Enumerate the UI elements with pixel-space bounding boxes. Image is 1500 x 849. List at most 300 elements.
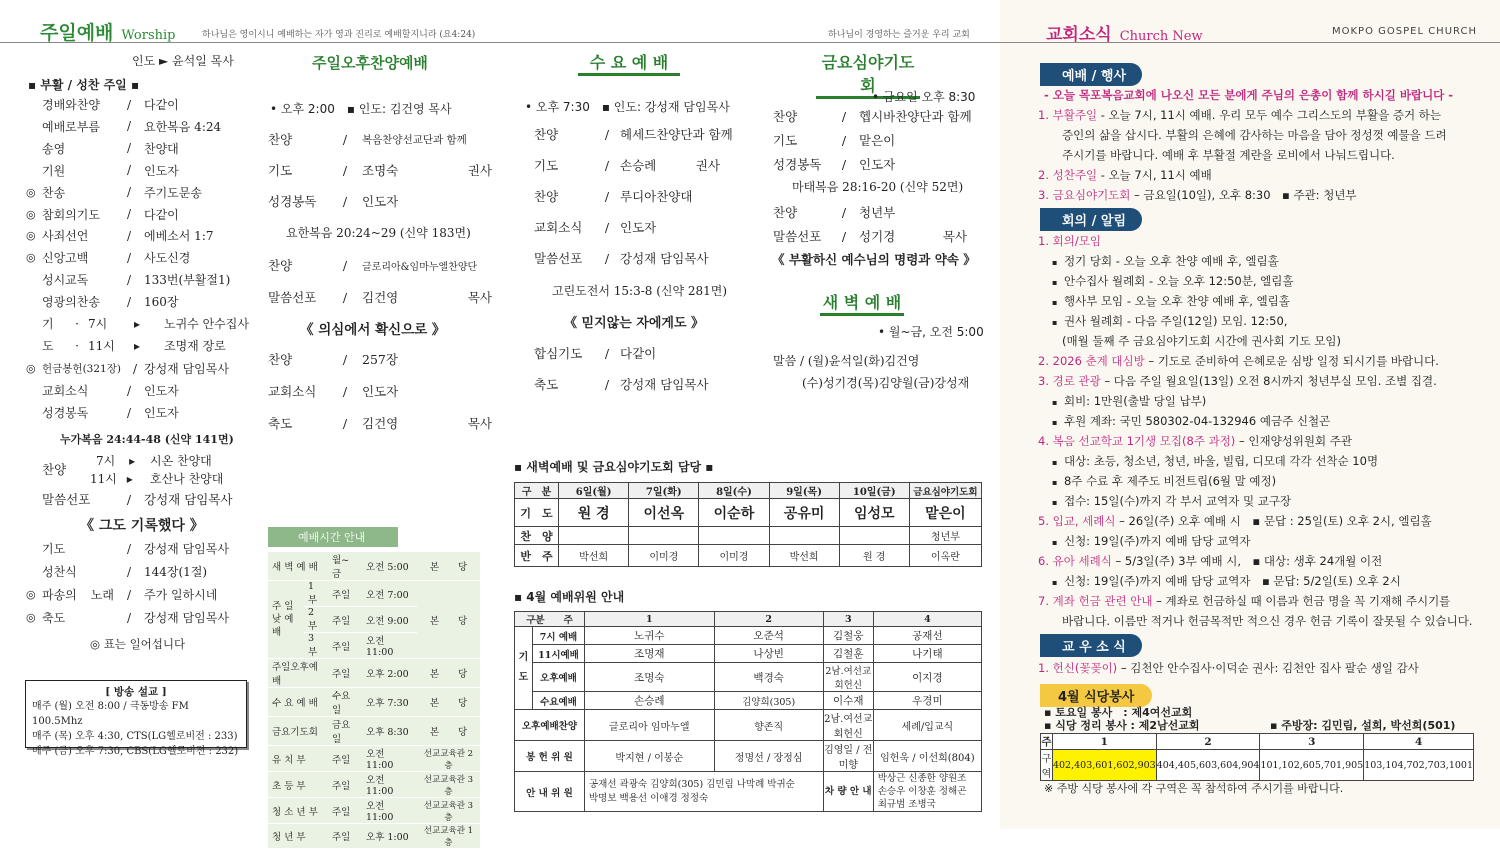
fri-reading: 마태복음 28:16-20 (신약 52면) <box>792 180 964 194</box>
notice-pill: 회의 / 알림 <box>1040 208 1142 231</box>
fri-sermon-title: 《 부활하신 예수님의 명령과 약속 》 <box>772 252 976 267</box>
schedule-part: 3 부 <box>304 633 328 659</box>
order-row <box>26 586 217 603</box>
order-value: 복음찬양선교단과 함께 <box>362 133 467 146</box>
news-text: 안수집사 월례회 - 오늘 오후 12:50분, 엘림홀 <box>1063 274 1294 288</box>
committee-cell: 공재선 <box>873 627 981 645</box>
order-value: 김건영 목사 <box>362 416 492 431</box>
news-item <box>1062 333 1341 349</box>
committee-cell: 노귀수 <box>585 627 715 645</box>
committee-row <box>515 692 982 710</box>
committee-title: ▪ 4월 예배위원 안내 <box>514 590 625 604</box>
news-heading: 경로 관광 <box>1052 374 1101 388</box>
committee-cell: 우경미 <box>873 692 981 710</box>
order-sep: / <box>342 383 348 399</box>
schedule-time: 오전 11:00 <box>362 746 417 772</box>
order-label: 예배로부름 <box>42 119 100 134</box>
news-text: 증인의 삶을 삽시다. 부활의 은혜에 감사하는 마음을 담아 정성껏 예물을 드려 <box>1062 128 1447 142</box>
schedule-part: 1 부 <box>304 581 328 607</box>
schedule-name: 청 소 년 부 <box>268 798 328 824</box>
news-num: ▪ <box>1052 298 1060 307</box>
order-sep: / <box>841 204 847 220</box>
order-sep: / <box>126 163 132 178</box>
order-label: 경배와찬양 <box>42 98 100 112</box>
duty-cell: 임성모 <box>839 499 909 527</box>
prayer-time: 7시 <box>88 317 108 331</box>
order-label: 영광의찬송 <box>42 295 100 310</box>
choir-11-name: 호산나 찬양대 <box>150 472 224 486</box>
dawn-line2: (수)성기경(목)김양월(금)강성재 <box>802 376 970 390</box>
committee-cell: 나기태 <box>873 645 981 663</box>
duty-title: ▪ 새벽예배 및 금요심야기도회 담당 ▪ <box>514 460 714 474</box>
sermon-row: 말씀선포 / 강성재 담임목사 <box>42 491 233 507</box>
news-text: – 금요일(10일), 오후 8:30 ▪ 주관: 청년부 <box>1130 188 1357 202</box>
order-label: 교회소식 <box>534 220 583 235</box>
duty-cell <box>629 527 699 545</box>
schedule-time: 오전 11:00 <box>362 798 417 824</box>
prayer-char: 기 <box>42 317 54 331</box>
panel-sunday-worship <box>0 0 500 848</box>
committee-cell: 임헌욱 / 이선희(804) <box>873 741 981 772</box>
order-sep: / <box>342 289 348 305</box>
order-value: 강성재 담임목사 <box>620 251 709 266</box>
order-sep: / <box>841 132 847 148</box>
order-value: 김건영 목사 <box>362 290 492 305</box>
news-num: ▪ <box>1052 478 1060 487</box>
news-num: ▪ <box>1052 538 1060 547</box>
order-value: 글로리아&임마누엘찬양단 <box>362 261 478 273</box>
schedule-name: 유 치 부 <box>268 746 328 772</box>
duty-head-cell: 구 분 <box>515 483 559 499</box>
order-row <box>26 162 179 179</box>
order-value: 루디아찬양대 <box>620 189 693 204</box>
afternoon-sermon-title: 《 의심에서 확신으로 》 <box>300 322 446 338</box>
news-item <box>1052 473 1276 489</box>
dawn-title: 새 벽 예 배 <box>820 290 904 316</box>
order-sep: / <box>604 250 610 266</box>
kitchen-head-cell: 1 <box>1052 734 1156 750</box>
news-item <box>1038 107 1441 123</box>
order-value: 주기도문송 <box>144 185 202 200</box>
order-sep: / <box>604 376 610 392</box>
order-sep: / <box>126 610 132 625</box>
order-row: 성경봉독 / 인도자 <box>42 405 179 420</box>
order-sep: / <box>126 272 132 287</box>
committee-cell: 손승례 <box>585 692 715 710</box>
news-heading: 성찬주일 <box>1052 168 1098 182</box>
order-sep: / <box>126 119 132 134</box>
news-num: 2. <box>1038 354 1053 368</box>
prayer-row: 도 · 11시 ▸ 조명재 장로 <box>42 338 226 353</box>
worship-title: 주일예배 Worship <box>40 22 176 44</box>
news-num: 7. <box>1038 594 1053 608</box>
schedule-row <box>268 659 480 688</box>
news-num: ▪ <box>1052 318 1060 327</box>
stand-mark: ◎ <box>26 611 36 624</box>
order-row <box>268 414 492 432</box>
news-item <box>1052 493 1291 509</box>
order-label: 기도 <box>268 163 293 178</box>
schedule-table <box>268 552 480 849</box>
news-heading: 복음 선교학교 1기생 모집(8주 과정) <box>1052 434 1236 448</box>
order-label: 사죄선언 <box>42 229 89 244</box>
schedule-name: 청 년 부 <box>268 824 328 849</box>
news-text: 후원 계좌: 국민 580302-04-132946 예금주 신철곤 <box>1063 414 1331 428</box>
fri-time: • 금요일 오후 8:30 <box>872 90 976 104</box>
order-row <box>26 609 229 626</box>
committee-side: 기 도 <box>515 627 533 710</box>
choir-label: 찬양 <box>42 462 67 477</box>
schedule-part: 2 부 <box>304 607 328 633</box>
order-sep: / <box>126 97 132 112</box>
duty-row <box>515 527 982 545</box>
schedule-title: 예배시간 안내 <box>268 527 398 547</box>
order-sep: / <box>342 162 348 178</box>
schedule-time: 오후 1:00 <box>362 824 417 849</box>
committee-cell: 차 량 안 내 <box>823 772 873 812</box>
committee-row <box>515 663 982 692</box>
header-divider <box>0 42 500 43</box>
news-item <box>1052 393 1206 409</box>
order-sep: / <box>126 541 132 556</box>
prayer-person: 노귀수 안수집사 <box>164 317 249 331</box>
order-value: 청년부 <box>859 205 896 220</box>
news-item <box>1038 593 1450 609</box>
stand-mark: ◎ <box>26 251 36 265</box>
order-value: 요한복음 4:24 <box>144 119 222 134</box>
news-num: 5. <box>1038 514 1053 528</box>
news-item <box>1052 313 1287 329</box>
news-item <box>1052 273 1293 289</box>
kitchen-row <box>1041 750 1474 781</box>
news-num: 1. <box>1038 108 1053 122</box>
news-item <box>1038 167 1212 183</box>
news-num: ▪ <box>1052 418 1060 427</box>
order-row <box>26 249 190 266</box>
dawn-time: • 월~금, 오전 5:00 <box>878 325 984 339</box>
order-value: 찬양대 <box>144 141 179 156</box>
news-text: 신청: 19일(주)까지 예배 담당 교역자 <box>1063 534 1251 548</box>
news-heading: 유아 세례식 <box>1052 554 1112 568</box>
news-heading: 회의/모임 <box>1052 234 1101 248</box>
order-label: 말씀선포 <box>268 290 317 305</box>
news-text: 회비: 1만원(출발 당일 납부) <box>1063 394 1207 408</box>
order-value: 강성재 담임목사 <box>144 362 229 376</box>
schedule-day: 주일 <box>328 607 362 633</box>
committee-cell: 김양희(305) <box>714 692 823 710</box>
schedule-row <box>268 772 480 798</box>
stand-mark: ◎ <box>26 185 36 199</box>
news-item <box>1062 613 1472 629</box>
prayer-char: 도 <box>42 339 54 353</box>
duty-cell <box>769 527 839 545</box>
order-value: 헤세드찬양단과 함께 <box>620 127 733 142</box>
schedule-row <box>268 581 480 607</box>
order-value: 다같이 <box>144 207 179 222</box>
committee-cell: 봉 헌 위 원 <box>515 741 585 772</box>
committee-cell: 이지경 <box>873 663 981 692</box>
news-item <box>1062 127 1447 143</box>
broadcast-box <box>25 680 247 757</box>
dawn-line1: 말씀 / (월)윤석일(화)김건영 <box>773 354 920 368</box>
order-sep: / <box>342 257 348 273</box>
schedule-day: 주일 <box>328 772 362 798</box>
news-num: ▪ <box>1052 578 1060 587</box>
kitchen-cell: 구역 <box>1041 750 1053 781</box>
news-text: – 다음 주일 월요일(13일) 오전 8시까지 청년부실 모임. 조별 집결. <box>1100 374 1437 388</box>
kitchen-head-cell: 4 <box>1364 734 1474 750</box>
committee-cell: 11시예배 <box>533 645 585 663</box>
order-label: 성시교독 <box>42 273 89 288</box>
order-value: 성기경 목사 <box>859 229 967 244</box>
committee-cell: 정명선 / 장정심 <box>714 741 823 772</box>
order-row <box>773 131 967 149</box>
news-num: ▪ <box>1052 278 1060 287</box>
duty-cell: 이순하 <box>699 499 769 527</box>
order-label: 교회소식 <box>268 384 317 399</box>
news-text: – 기도로 준비하여 은혜로운 심방 일정 되시기를 바랍니다. <box>1144 354 1439 368</box>
order-row <box>268 192 492 210</box>
order-value: 인도자 <box>144 406 179 420</box>
order-sep: / <box>126 587 132 602</box>
order-sep: / <box>342 351 348 367</box>
committee-cell: 2남.여선교회헌신 <box>823 663 873 692</box>
order-sep: / <box>604 126 610 142</box>
order-row <box>26 140 179 157</box>
sermon-title: 《 그도 기록했다 》 <box>80 518 204 534</box>
news-num: 2. <box>1038 168 1053 182</box>
panel2-verse: 하나님이 경영하는 즐거운 우리 교회 <box>828 30 970 40</box>
schedule-day: 수요일 <box>328 688 362 717</box>
order-label: 성경봉독 <box>268 194 317 209</box>
schedule-time: 오전 11:00 <box>362 772 417 798</box>
duty-cell: 원 경 <box>559 499 629 527</box>
schedule-place: 본 당 <box>417 581 480 659</box>
header-verse: 하나님은 영이시니 예배하는 자가 영과 진리로 예배할지니라 (요4:24) <box>202 30 476 40</box>
order-label: 기도 <box>534 158 559 173</box>
order-row <box>26 118 221 135</box>
kitchen-head <box>1041 734 1474 750</box>
schedule-name: 금요기도회 <box>268 717 328 746</box>
committee-head-cell: 구분 주 <box>515 612 585 627</box>
panel-weekday-worship <box>500 0 1000 829</box>
committee-cell: 조명재 <box>585 645 715 663</box>
committee-cell: 수요예배 <box>533 692 585 710</box>
news-item <box>1052 453 1378 469</box>
order-label: 찬양 <box>534 189 559 204</box>
order-row <box>534 187 720 205</box>
news-item <box>1038 373 1437 389</box>
duty-cell: 이선옥 <box>629 499 699 527</box>
order-label: 헌금봉헌(321장) <box>42 363 121 375</box>
order-row <box>26 184 202 201</box>
order-value: 다같이 <box>144 98 179 112</box>
order-row: ◎ 헌금봉헌(321장) / 강성재 담임목사 <box>26 361 229 376</box>
order-value: 사도신경 <box>144 251 191 266</box>
kitchen-sat: ▪ 토요일 봉사 : 제4여선교회 <box>1044 706 1193 719</box>
schedule-day: 주일 <box>328 581 362 607</box>
broadcast-title: [ 방송 설교 ] <box>105 686 167 698</box>
order-sep: / <box>841 228 847 244</box>
kitchen-cell: 103,104,702,703,1001 <box>1364 750 1474 781</box>
header-divider <box>500 42 1000 43</box>
news-num: ▪ <box>1052 498 1060 507</box>
committee-cell: 박지현 / 이봉순 <box>585 741 715 772</box>
schedule-time: 오전 5:00 <box>362 552 417 581</box>
news-title: 교회소식 Church New <box>1046 25 1203 45</box>
events-pill: 예배 / 행사 <box>1040 63 1142 86</box>
news-text: 접수: 15일(수)까지 각 부서 교역자 및 교구장 <box>1063 494 1292 508</box>
order-label: 찬양 <box>773 109 798 124</box>
order-sep: / <box>604 219 610 235</box>
committee-cell: 공재선 곽광숙 김양희(305) 김민림 나막례 박귀순 박명보 백용선 이애경 정정숙 <box>585 772 824 812</box>
schedule-name: 새 벽 예 배 <box>268 552 328 581</box>
committee-cell: 이수재 <box>823 692 873 710</box>
committee-cell: 2남.여선교회헌신 <box>823 710 873 741</box>
news-text: – 계좌로 헌금하실 때 이름과 헌금 명을 꼭 기재해 주시기를 <box>1152 594 1451 608</box>
order-row <box>534 156 720 174</box>
committee-cell: 글로리아 임마누엘 <box>585 710 715 741</box>
order-value: 맡은이 <box>859 133 896 148</box>
order-label: 말씀선포 <box>534 251 583 266</box>
order-row <box>268 382 492 400</box>
schedule-row <box>268 552 480 581</box>
order-value: 조명숙 권사 <box>362 163 492 178</box>
schedule-day: 주일 <box>328 659 362 688</box>
order-sep: / <box>841 108 847 124</box>
leader-line: 인도 ► 윤석일 목사 <box>132 54 234 68</box>
choir-11: 11시 ▸ <box>90 472 133 486</box>
duty-head-cell: 7일(화) <box>629 483 699 499</box>
schedule-day: 주일 <box>328 798 362 824</box>
news-text: 행사부 모임 - 오늘 오후 찬양 예배 후, 엘림홀 <box>1063 294 1290 308</box>
news-item <box>1038 433 1352 449</box>
duty-cell <box>699 527 769 545</box>
committee-cell: 세례/입교식 <box>873 710 981 741</box>
order-value: 주가 일하시네 <box>144 588 218 602</box>
news-heading: 계좌 헌금 관련 안내 <box>1052 594 1153 608</box>
order-label: 찬양 <box>268 352 293 367</box>
order-row <box>773 107 972 125</box>
order-row <box>26 271 230 288</box>
order-sep: / <box>342 131 348 147</box>
order-row <box>534 375 709 393</box>
duty-head-cell: 8일(수) <box>699 483 769 499</box>
news-text: - 오늘 7시, 11시 예배. 우리 모두 예수 그리스도의 부활을 증거 하는 <box>1097 108 1441 122</box>
schedule-name: 주 일 낮 예 배 <box>268 581 304 659</box>
committee-guide-row <box>515 772 982 812</box>
duty-head <box>515 483 982 499</box>
order-row <box>534 218 720 236</box>
schedule-time: 오전 7:00 <box>362 581 417 607</box>
order-label: 찬송 <box>42 185 66 200</box>
committee-cell: 나상빈 <box>714 645 823 663</box>
duty-row <box>515 545 982 567</box>
order-value: 257장 <box>362 352 398 367</box>
stand-mark: ◎ <box>26 207 36 221</box>
section-title: ▪ 부활 / 성찬 주일 ▪ <box>28 78 140 92</box>
kitchen-chef: ▪ 주방장: 김민림, 설희, 박선희(501) <box>1270 719 1456 732</box>
wed-title: 수 요 예 배 <box>578 50 680 76</box>
news-heading: 2026 춘계 대심방 <box>1052 354 1145 368</box>
news-text: - 오늘 7시, 11시 예배 <box>1097 168 1212 182</box>
duty-cell: 반 주 <box>515 545 559 567</box>
order-value: 에베소서 1:7 <box>144 229 214 244</box>
schedule-name: 초 등 부 <box>268 772 328 798</box>
choir-7-name: 시온 찬양대 <box>150 454 212 468</box>
stand-mark: ◎ <box>26 229 36 243</box>
schedule-name: 주일오후예배 <box>268 659 328 688</box>
order-value: 강성재 담임목사 <box>144 542 229 556</box>
duty-cell: 청년부 <box>909 527 981 545</box>
order-label: 기도 <box>42 542 66 556</box>
news-item <box>1038 233 1101 249</box>
news-num: 3. <box>1038 188 1053 202</box>
duty-cell: 원 경 <box>839 545 909 567</box>
order-sep: / <box>126 228 132 243</box>
schedule-place: 본 당 <box>417 552 480 581</box>
committee-cell: 안 내 위 원 <box>515 772 585 812</box>
order-label: 교회소식 <box>42 384 89 398</box>
order-sep: / <box>126 564 132 579</box>
news-text: – 인재양성위원회 주관 <box>1235 434 1352 448</box>
order-row <box>26 96 179 113</box>
news-num: ▪ <box>1052 458 1060 467</box>
order-value: 헵시바찬양단과 함께 <box>859 109 972 124</box>
duty-cell: 찬 양 <box>515 527 559 545</box>
order-value: 강성재 담임목사 <box>144 611 229 625</box>
news-item <box>1052 533 1251 549</box>
committee-row <box>515 710 982 741</box>
order-sep: / <box>342 193 348 209</box>
news-text: 대상: 초등, 청소년, 청년, 바울, 빌립, 디모데 각각 선착순 10명 <box>1063 454 1379 468</box>
kitchen-table <box>1040 733 1474 781</box>
order-label: 기원 <box>42 163 66 178</box>
order-row <box>26 206 179 223</box>
order-label: 성경봉독 <box>773 157 822 172</box>
order-row <box>534 125 733 143</box>
committee-cell: 오후예배 <box>533 663 585 692</box>
news-text: 바랍니다. 이름만 적거나 헌금목적만 적으신 경우 헌금 기록이 잘못될 수 있습니다. <box>1062 614 1473 628</box>
stand-mark: ◎ <box>26 362 36 375</box>
duty-cell: 기 도 <box>515 499 559 527</box>
order-value: 인도자 <box>620 220 657 235</box>
order-label: 송영 <box>42 141 66 156</box>
order-value: 인도자 <box>144 384 179 398</box>
order-sep: / <box>342 415 348 431</box>
order-sep: / <box>604 345 610 361</box>
order-label: 찬양 <box>534 127 559 142</box>
welcome-line: - 오늘 목포복음교회에 나오신 모든 분에게 주님의 은총이 함께 하시길 바랍니다 - <box>1044 88 1454 102</box>
order-row: 교회소식 / 인도자 <box>42 383 179 398</box>
order-label: 성찬식 <box>42 565 77 579</box>
committee-cell: 김철훈 <box>823 645 873 663</box>
news-num: 4. <box>1038 434 1053 448</box>
kitchen-head-cell: 3 <box>1260 734 1364 750</box>
order-value: 다같이 <box>620 346 657 361</box>
schedule-day: 금요일 <box>328 717 362 746</box>
kitchen-cell: 402,403,601,602,903 <box>1052 750 1156 781</box>
schedule-place: 선교교육관 1층 <box>417 824 480 849</box>
news-item <box>1038 553 1382 569</box>
news-text: 신청: 19일(주)까지 예배 담당 교역자 ▪ 문답: 5/2일(토) 오후 2시 <box>1063 574 1401 588</box>
order-row <box>268 161 492 179</box>
order-sep: / <box>604 157 610 173</box>
header-divider <box>1000 42 1500 43</box>
schedule-time: 오후 7:30 <box>362 688 417 717</box>
schedule-place: 본 당 <box>417 659 480 688</box>
panel-church-news <box>1000 0 1500 829</box>
